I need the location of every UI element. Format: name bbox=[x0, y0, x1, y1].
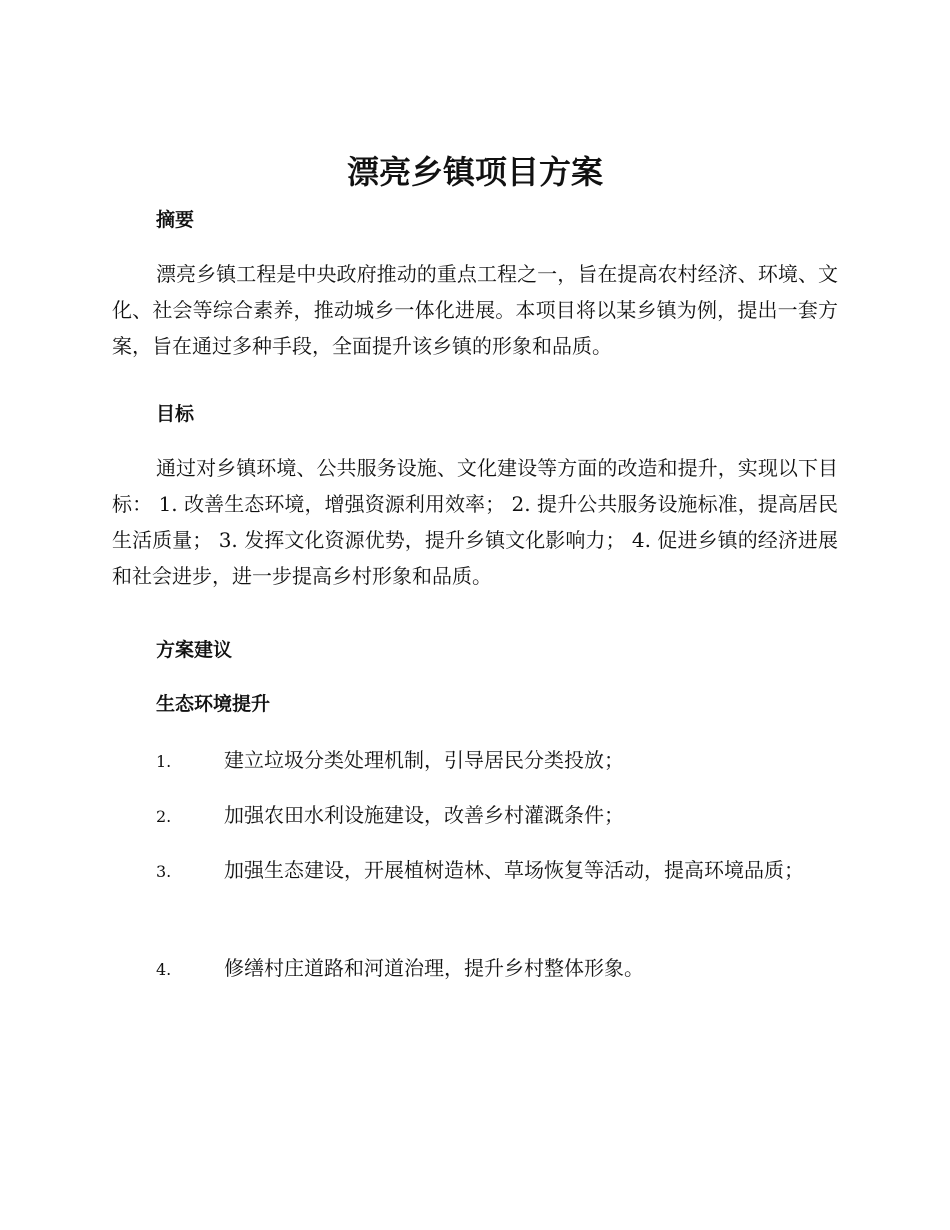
list-item-number: 4. bbox=[156, 960, 172, 979]
list-item bbox=[112, 797, 838, 835]
ecology-subheading: 生态环境提升 bbox=[156, 693, 271, 715]
goals-paragraph: 通过对乡镇环境、公共服务设施、文化建设等方面的改造和提升，实现以下目标： 1. 改善生态环境，增强资源利用效率； 2. 提升公共服务设施标准，提高居民生活质量； 3. 发挥文化资源优势，提升乡镇文化影响力； 4. 促进乡镇的经济进展和社会进步，进一步提高乡村形象和品质。 bbox=[112, 456, 838, 588]
list-item-number: 3. bbox=[156, 862, 172, 881]
goals-heading: 目标 bbox=[156, 403, 195, 425]
document-title: 漂亮乡镇项目方案 bbox=[346, 153, 603, 191]
list-item-text: 加强农田水利设施建设，改善乡村灌溉条件； bbox=[224, 803, 624, 827]
list-item bbox=[112, 742, 838, 780]
list-item-text: 修缮村庄道路和河道治理，提升乡村整体形象。 bbox=[224, 956, 644, 980]
list-item bbox=[112, 852, 838, 890]
abstract-paragraph: 漂亮乡镇工程是中央政府推动的重点工程之一，旨在提高农村经济、环境、文化、社会等综合素养，推动城乡一体化进展。本项目将以某乡镇为例，提出一套方案，旨在通过多种手段，全面提升该乡镇的形象和品质。 bbox=[112, 262, 838, 358]
list-item bbox=[112, 950, 838, 988]
list-item-text: 加强生态建设，开展植树造林、草场恢复等活动，提高环境品质； bbox=[224, 858, 804, 882]
abstract-heading: 摘要 bbox=[156, 209, 195, 231]
list-item-text: 建立垃圾分类处理机制，引导居民分类投放； bbox=[224, 748, 624, 772]
list-item-number: 2. bbox=[156, 807, 172, 826]
list-item-number: 1. bbox=[156, 752, 172, 771]
proposal-heading: 方案建议 bbox=[156, 639, 233, 661]
